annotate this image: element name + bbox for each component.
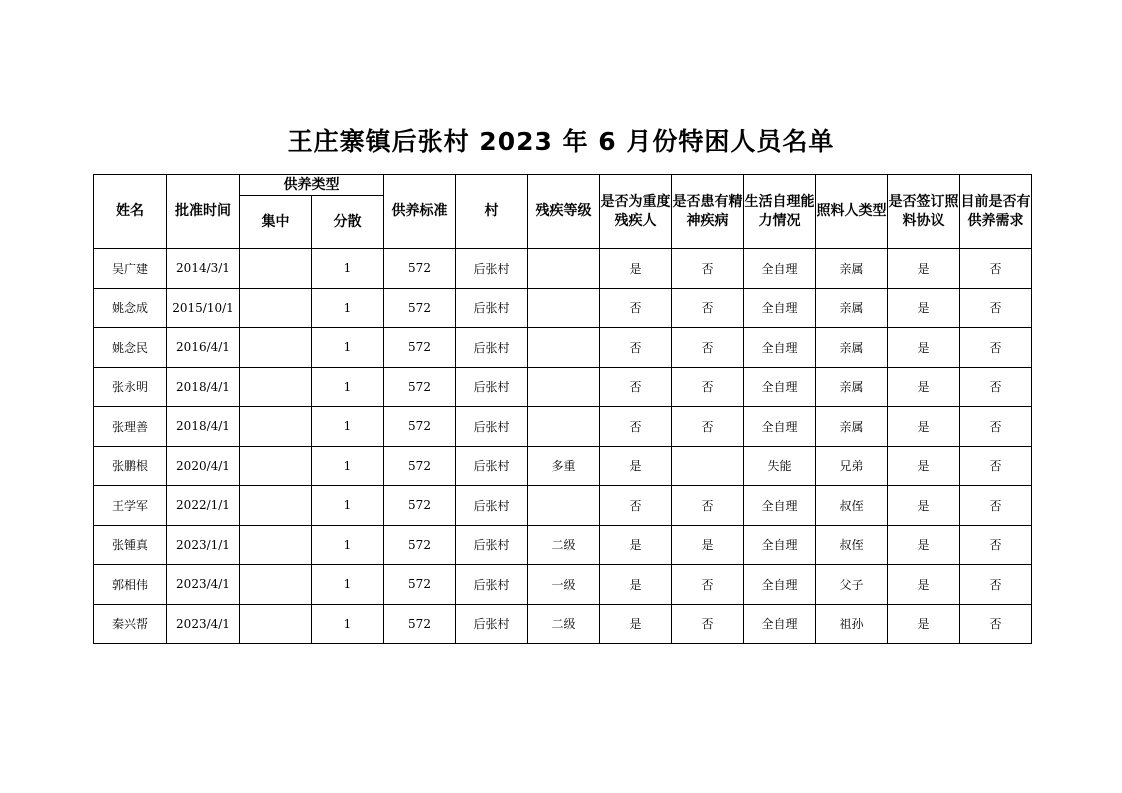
cell-mental-illness: 否 — [672, 407, 744, 447]
header-mental-illness: 是否患有精神疾病 — [672, 175, 744, 249]
cell-care-agreement: 是 — [888, 565, 960, 605]
cell-name: 吴广建 — [94, 249, 167, 289]
cell-disability-level — [528, 288, 600, 328]
cell-mental-illness: 否 — [672, 288, 744, 328]
cell-support-need: 否 — [960, 288, 1032, 328]
cell-self-care: 全自理 — [744, 525, 816, 565]
table-row — [94, 486, 1032, 526]
header-care-agreement: 是否签订照料协议 — [888, 175, 960, 249]
cell-caregiver-type: 祖孙 — [816, 604, 888, 644]
table-row — [94, 407, 1032, 447]
cell-dispersed: 1 — [312, 367, 384, 407]
table-row — [94, 604, 1032, 644]
cell-approval-date: 2018/4/1 — [167, 367, 240, 407]
cell-mental-illness: 否 — [672, 565, 744, 605]
cell-dispersed: 1 — [312, 407, 384, 447]
cell-support-standard: 572 — [384, 565, 456, 605]
table-row — [94, 367, 1032, 407]
cell-severe-disability: 否 — [600, 486, 672, 526]
cell-self-care: 全自理 — [744, 367, 816, 407]
cell-care-agreement: 是 — [888, 328, 960, 368]
cell-support-need: 否 — [960, 407, 1032, 447]
cell-support-standard: 572 — [384, 604, 456, 644]
cell-approval-date: 2022/1/1 — [167, 486, 240, 526]
header-self-care: 生活自理能力情况 — [744, 175, 816, 249]
cell-care-agreement: 是 — [888, 446, 960, 486]
cell-caregiver-type: 叔侄 — [816, 486, 888, 526]
header-disability-level: 残疾等级 — [528, 175, 600, 249]
cell-support-standard: 572 — [384, 407, 456, 447]
cell-support-standard: 572 — [384, 288, 456, 328]
cell-care-agreement: 是 — [888, 525, 960, 565]
cell-dispersed: 1 — [312, 249, 384, 289]
cell-mental-illness: 是 — [672, 525, 744, 565]
table-header — [94, 175, 1032, 249]
cell-self-care: 失能 — [744, 446, 816, 486]
cell-approval-date: 2018/4/1 — [167, 407, 240, 447]
cell-care-agreement: 是 — [888, 249, 960, 289]
cell-care-agreement: 是 — [888, 604, 960, 644]
cell-name: 张永明 — [94, 367, 167, 407]
header-dispersed: 分散 — [312, 196, 384, 249]
cell-support-standard: 572 — [384, 367, 456, 407]
cell-dispersed: 1 — [312, 525, 384, 565]
cell-approval-date: 2020/4/1 — [167, 446, 240, 486]
cell-caregiver-type: 父子 — [816, 565, 888, 605]
cell-severe-disability: 否 — [600, 367, 672, 407]
cell-dispersed: 1 — [312, 604, 384, 644]
cell-severe-disability: 是 — [600, 525, 672, 565]
cell-support-need: 否 — [960, 328, 1032, 368]
cell-self-care: 全自理 — [744, 486, 816, 526]
cell-name: 张鹏根 — [94, 446, 167, 486]
header-caregiver-type: 照料人类型 — [816, 175, 888, 249]
cell-severe-disability: 是 — [600, 565, 672, 605]
cell-mental-illness — [672, 446, 744, 486]
header-village: 村 — [456, 175, 528, 249]
cell-caregiver-type: 亲属 — [816, 288, 888, 328]
cell-disability-level: 一级 — [528, 565, 600, 605]
cell-village: 后张村 — [456, 407, 528, 447]
cell-village: 后张村 — [456, 604, 528, 644]
cell-care-agreement: 是 — [888, 407, 960, 447]
table-row — [94, 328, 1032, 368]
cell-name: 张理善 — [94, 407, 167, 447]
cell-mental-illness: 否 — [672, 328, 744, 368]
cell-severe-disability: 否 — [600, 407, 672, 447]
cell-approval-date: 2014/3/1 — [167, 249, 240, 289]
cell-dispersed: 1 — [312, 288, 384, 328]
cell-caregiver-type: 叔侄 — [816, 525, 888, 565]
cell-approval-date: 2023/4/1 — [167, 604, 240, 644]
cell-name: 秦兴帮 — [94, 604, 167, 644]
cell-disability-level — [528, 249, 600, 289]
header-centralized: 集中 — [240, 196, 312, 249]
table-row — [94, 565, 1032, 605]
cell-support-need: 否 — [960, 565, 1032, 605]
cell-centralized — [240, 249, 312, 289]
document-title: 王庄寨镇后张村 2023 年 6 月份特困人员名单 — [287, 127, 835, 156]
cell-centralized — [240, 446, 312, 486]
cell-mental-illness: 否 — [672, 367, 744, 407]
cell-centralized — [240, 407, 312, 447]
cell-approval-date: 2023/1/1 — [167, 525, 240, 565]
cell-support-standard: 572 — [384, 486, 456, 526]
cell-disability-level — [528, 328, 600, 368]
header-approval-time: 批准时间 — [167, 175, 240, 249]
cell-centralized — [240, 565, 312, 605]
personnel-table — [93, 174, 1032, 644]
cell-centralized — [240, 367, 312, 407]
cell-village: 后张村 — [456, 565, 528, 605]
cell-disability-level: 二级 — [528, 604, 600, 644]
cell-self-care: 全自理 — [744, 604, 816, 644]
cell-caregiver-type: 亲属 — [816, 249, 888, 289]
cell-support-need: 否 — [960, 486, 1032, 526]
cell-centralized — [240, 486, 312, 526]
table-row — [94, 525, 1032, 565]
cell-support-need: 否 — [960, 249, 1032, 289]
cell-mental-illness: 否 — [672, 604, 744, 644]
cell-care-agreement: 是 — [888, 288, 960, 328]
cell-caregiver-type: 兄弟 — [816, 446, 888, 486]
cell-support-need: 否 — [960, 604, 1032, 644]
cell-severe-disability: 否 — [600, 328, 672, 368]
table-row — [94, 446, 1032, 486]
cell-name: 王学军 — [94, 486, 167, 526]
cell-village: 后张村 — [456, 249, 528, 289]
cell-name: 郭相伟 — [94, 565, 167, 605]
cell-self-care: 全自理 — [744, 288, 816, 328]
cell-name: 姚念民 — [94, 328, 167, 368]
header-name: 姓名 — [94, 175, 167, 249]
cell-support-standard: 572 — [384, 328, 456, 368]
cell-dispersed: 1 — [312, 565, 384, 605]
cell-centralized — [240, 604, 312, 644]
cell-disability-level — [528, 407, 600, 447]
cell-approval-date: 2015/10/1 — [167, 288, 240, 328]
cell-name: 张锺真 — [94, 525, 167, 565]
cell-support-need: 否 — [960, 446, 1032, 486]
header-support-type: 供养类型 — [240, 175, 384, 196]
table-body — [94, 249, 1032, 644]
cell-support-standard: 572 — [384, 249, 456, 289]
cell-village: 后张村 — [456, 367, 528, 407]
cell-self-care: 全自理 — [744, 249, 816, 289]
cell-disability-level: 多重 — [528, 446, 600, 486]
cell-dispersed: 1 — [312, 486, 384, 526]
table-row — [94, 288, 1032, 328]
header-severe-disability: 是否为重度残疾人 — [600, 175, 672, 249]
cell-caregiver-type: 亲属 — [816, 328, 888, 368]
cell-approval-date: 2016/4/1 — [167, 328, 240, 368]
cell-self-care: 全自理 — [744, 565, 816, 605]
cell-caregiver-type: 亲属 — [816, 407, 888, 447]
header-support-need: 目前是否有供养需求 — [960, 175, 1032, 249]
header-support-standard: 供养标准 — [384, 175, 456, 249]
cell-severe-disability: 否 — [600, 288, 672, 328]
cell-mental-illness: 否 — [672, 249, 744, 289]
table-row — [94, 249, 1032, 289]
cell-village: 后张村 — [456, 525, 528, 565]
cell-support-need: 否 — [960, 525, 1032, 565]
cell-severe-disability: 是 — [600, 604, 672, 644]
cell-support-standard: 572 — [384, 525, 456, 565]
cell-care-agreement: 是 — [888, 486, 960, 526]
cell-dispersed: 1 — [312, 328, 384, 368]
cell-support-need: 否 — [960, 367, 1032, 407]
cell-care-agreement: 是 — [888, 367, 960, 407]
cell-village: 后张村 — [456, 486, 528, 526]
cell-centralized — [240, 328, 312, 368]
cell-centralized — [240, 525, 312, 565]
cell-dispersed: 1 — [312, 446, 384, 486]
cell-centralized — [240, 288, 312, 328]
cell-caregiver-type: 亲属 — [816, 367, 888, 407]
cell-village: 后张村 — [456, 288, 528, 328]
cell-self-care: 全自理 — [744, 328, 816, 368]
cell-village: 后张村 — [456, 446, 528, 486]
cell-severe-disability: 是 — [600, 249, 672, 289]
cell-approval-date: 2023/4/1 — [167, 565, 240, 605]
cell-severe-disability: 是 — [600, 446, 672, 486]
cell-self-care: 全自理 — [744, 407, 816, 447]
cell-support-standard: 572 — [384, 446, 456, 486]
cell-disability-level — [528, 367, 600, 407]
cell-mental-illness: 否 — [672, 486, 744, 526]
cell-name: 姚念成 — [94, 288, 167, 328]
cell-disability-level — [528, 486, 600, 526]
cell-disability-level: 二级 — [528, 525, 600, 565]
cell-village: 后张村 — [456, 328, 528, 368]
